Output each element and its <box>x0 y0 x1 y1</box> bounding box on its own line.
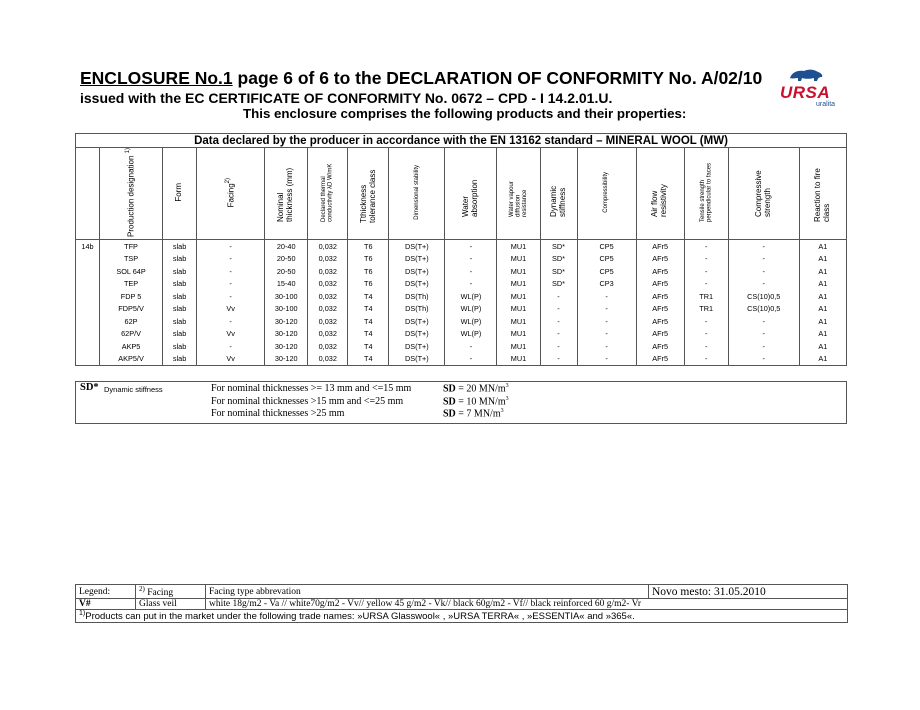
table-cell: TFP <box>100 239 163 252</box>
table-cell: AFr5 <box>636 290 684 303</box>
table-cell: SOL 64P <box>100 265 163 278</box>
table-cell: slab <box>163 352 197 365</box>
table-cell: TEP <box>100 277 163 290</box>
table-cell: - <box>684 340 728 353</box>
table-cell: 0,032 <box>308 302 348 315</box>
col-dynamic-stiffness: Dynamic stiffness <box>540 148 577 240</box>
table-cell: - <box>445 277 497 290</box>
logo-wordmark: URSA <box>780 83 831 102</box>
table-cell: - <box>684 315 728 328</box>
col-dimensional-stability: Dimensional stability <box>389 148 445 240</box>
sd-label: SD* <box>80 382 99 393</box>
table-cell: - <box>728 252 799 265</box>
table-cell: slab <box>163 265 197 278</box>
table-cell: slab <box>163 290 197 303</box>
table-cell: A1 <box>799 302 846 315</box>
table-cell: slab <box>163 239 197 252</box>
table-cell: slab <box>163 277 197 290</box>
table-cell: - <box>728 340 799 353</box>
table-cell: 0,032 <box>308 290 348 303</box>
table-cell: AFr5 <box>636 302 684 315</box>
trade-names-note: $^{1)}$Products can put in the market under the following trade names: »URSA Glasswool« , »URSA TERRA« , »ESSENTIA« and »365«. <box>76 610 848 623</box>
table-cell: T4 <box>348 340 389 353</box>
table-cell: CS(10)0,5 <box>728 302 799 315</box>
col-group <box>76 148 100 240</box>
table-cell: 20-40 <box>265 239 308 252</box>
table-cell: 0,032 <box>308 239 348 252</box>
table-cell: AFr5 <box>636 252 684 265</box>
table-cell: MU1 <box>497 239 540 252</box>
table-cell: 0,032 <box>308 315 348 328</box>
group-cell <box>76 290 100 303</box>
table-cell: - <box>540 340 577 353</box>
table-cell: - <box>577 340 636 353</box>
table-cell: CP5 <box>577 265 636 278</box>
table-cell: TR1 <box>684 290 728 303</box>
table-cell: MU1 <box>497 352 540 365</box>
title-rest: page 6 of 6 to the DECLARATION OF CONFORMITY No. A/02/10 <box>232 68 763 88</box>
table-cell: 62P/V <box>100 327 163 340</box>
certificate-line: issued with the EC CERTIFICATE OF CONFORMITY No. 0672 – CPD - I 14.2.01.U. <box>80 90 613 106</box>
table-cell: DS(T+) <box>389 265 445 278</box>
group-cell <box>76 277 100 290</box>
table-cell: T4 <box>348 302 389 315</box>
table-cell: AFr5 <box>636 340 684 353</box>
table-cell: DS(Th) <box>389 290 445 303</box>
table-cell: A1 <box>799 277 846 290</box>
table-cell: T6 <box>348 277 389 290</box>
table-cell: SD* <box>540 252 577 265</box>
table-body <box>76 239 847 365</box>
dynamic-stiffness-note <box>75 381 847 424</box>
table-cell: FDP 5 <box>100 290 163 303</box>
col-production-designation: Production designation $^{1)}$ <box>100 148 163 240</box>
table-cell: DS(T+) <box>389 340 445 353</box>
table-cell: slab <box>163 327 197 340</box>
table-cell: DS(T+) <box>389 252 445 265</box>
table-cell: MU1 <box>497 277 540 290</box>
table-cell: CP3 <box>577 277 636 290</box>
table-cell: - <box>684 252 728 265</box>
table-cell: - <box>728 239 799 252</box>
table-cell: A1 <box>799 327 846 340</box>
table-cell: 0,032 <box>308 252 348 265</box>
properties-table <box>75 133 847 366</box>
table-cell: slab <box>163 340 197 353</box>
table-cell: SD* <box>540 265 577 278</box>
table-cell: - <box>197 290 265 303</box>
table-cell: 30-100 <box>265 290 308 303</box>
table-cell: T4 <box>348 352 389 365</box>
table-cell: FDP5/V <box>100 302 163 315</box>
sd-name: Dynamic stiffness <box>104 385 163 394</box>
table-cell: DS(Th) <box>389 302 445 315</box>
table-cell: - <box>197 239 265 252</box>
table-cell: 20-50 <box>265 265 308 278</box>
table-cell: A1 <box>799 265 846 278</box>
group-cell <box>76 252 100 265</box>
table-cell: - <box>540 315 577 328</box>
table-cell: 30-120 <box>265 340 308 353</box>
table-cell: - <box>197 315 265 328</box>
table-cell: WL(P) <box>445 302 497 315</box>
table-cell: A1 <box>799 352 846 365</box>
table-cell: 15-40 <box>265 277 308 290</box>
table-cell: 0,032 <box>308 340 348 353</box>
column-headers <box>76 148 847 240</box>
col-compressive-strength: Compressive strength <box>728 148 799 240</box>
table-cell: Vv <box>197 352 265 365</box>
table-cell: - <box>684 352 728 365</box>
group-cell <box>76 352 100 365</box>
table-cell: T6 <box>348 252 389 265</box>
table-cell: 0,032 <box>308 352 348 365</box>
table-cell: - <box>577 302 636 315</box>
col-tensile-strength: Tensile strength perpendicular to faces <box>684 148 728 240</box>
table-cell: SD* <box>540 277 577 290</box>
table-cell: WL(P) <box>445 315 497 328</box>
table-cell: - <box>728 315 799 328</box>
table-cell: - <box>728 352 799 365</box>
group-cell <box>76 327 100 340</box>
table-cell: CS(10)0,5 <box>728 290 799 303</box>
legend-label: Legend: <box>76 585 136 599</box>
table-cell: - <box>728 265 799 278</box>
table-row <box>76 327 847 340</box>
table-row <box>76 315 847 328</box>
legend-types: white 18g/m2 - Va // white70g/m2 - Vv// yellow 45 g/m2 - Vk// black 60g/m2 - Vf// black reinforced 60 g/m2- Vr <box>206 599 848 610</box>
table-cell: - <box>445 239 497 252</box>
table-cell: 30-100 <box>265 302 308 315</box>
table-cell: - <box>540 290 577 303</box>
table-cell: TSP <box>100 252 163 265</box>
table-cell: AFr5 <box>636 327 684 340</box>
enclosure-description: This enclosure comprises the following products and their properties: <box>243 106 687 121</box>
col-compressibility: Compressibility <box>577 148 636 240</box>
table-cell: DS(T+) <box>389 352 445 365</box>
sd-condition-3: For nominal thicknesses >25 mm <box>211 408 345 419</box>
table-cell: Vv <box>197 327 265 340</box>
ursa-logo <box>780 66 858 112</box>
sd-condition-2: For nominal thicknesses >15 mm and <=25 mm <box>211 396 404 407</box>
table-title: Data declared by the producer in accordance with the EN 13162 standard – MINERAL WOOL (MW) <box>76 134 847 148</box>
table-cell: - <box>445 265 497 278</box>
col-thermal-conductivity: Declared thermal conductivity λD W/mK <box>308 148 348 240</box>
table-cell: - <box>728 327 799 340</box>
table-cell: - <box>684 239 728 252</box>
table-cell: - <box>577 327 636 340</box>
bear-icon <box>788 66 824 84</box>
sd-value-3: SD = 7 $MN/m^3$ <box>443 408 504 420</box>
table-cell: - <box>540 352 577 365</box>
legend-table <box>75 584 848 623</box>
enclosure-label: ENCLOSURE No.1 <box>80 68 233 88</box>
table-cell: DS(T+) <box>389 239 445 252</box>
table-cell: MU1 <box>497 252 540 265</box>
col-thickness-tolerance: Tthickness tolerance class <box>348 148 389 240</box>
table-cell: DS(T+) <box>389 277 445 290</box>
sd-value-2: SD = 10 $MN/m^3$ <box>443 396 509 408</box>
table-cell: AKP5/V <box>100 352 163 365</box>
table-cell: T6 <box>348 239 389 252</box>
table-cell: T4 <box>348 290 389 303</box>
table-row <box>76 290 847 303</box>
legend-facing: $^{2)}$ Facing <box>136 585 206 599</box>
table-cell: CP5 <box>577 239 636 252</box>
table-cell: - <box>684 327 728 340</box>
group-cell: 14b <box>76 239 100 252</box>
place-date: Novo mesto: 31.05.2010 <box>649 585 848 599</box>
table-cell: - <box>197 252 265 265</box>
col-nominal-thickness: Nominal thickness (mm) <box>265 148 308 240</box>
col-air-flow: Air flow resistivity <box>636 148 684 240</box>
table-cell: - <box>445 340 497 353</box>
table-row <box>76 340 847 353</box>
table-cell: WL(P) <box>445 327 497 340</box>
group-cell <box>76 302 100 315</box>
table-row <box>76 302 847 315</box>
table-row <box>76 352 847 365</box>
legend-facing-type: Facing type abbrevation <box>206 585 649 599</box>
table-cell: A1 <box>799 239 846 252</box>
table-cell: - <box>684 277 728 290</box>
table-cell: - <box>728 277 799 290</box>
table-cell: 0,032 <box>308 265 348 278</box>
table-cell: - <box>197 265 265 278</box>
table-cell: MU1 <box>497 290 540 303</box>
table-cell: A1 <box>799 340 846 353</box>
logo-subtitle: uralita <box>816 101 836 108</box>
table-cell: AFr5 <box>636 265 684 278</box>
table-cell: MU1 <box>497 315 540 328</box>
table-cell: CP5 <box>577 252 636 265</box>
table-cell: - <box>445 352 497 365</box>
table-cell: MU1 <box>497 327 540 340</box>
legend-v-name: Glass veil <box>136 599 206 610</box>
table-cell: slab <box>163 302 197 315</box>
table-cell: T4 <box>348 315 389 328</box>
table-row <box>76 252 847 265</box>
table-cell: DS(T+) <box>389 327 445 340</box>
group-cell <box>76 315 100 328</box>
table-cell: - <box>577 352 636 365</box>
table-row <box>76 239 847 252</box>
group-cell <box>76 265 100 278</box>
table-row <box>76 277 847 290</box>
table-cell: - <box>540 302 577 315</box>
table-cell: AFr5 <box>636 352 684 365</box>
table-cell: MU1 <box>497 265 540 278</box>
table-cell: MU1 <box>497 340 540 353</box>
table-cell: MU1 <box>497 302 540 315</box>
table-cell: A1 <box>799 252 846 265</box>
document-title <box>80 68 762 89</box>
col-water-vapour: Water vapour diffusion resistance <box>497 148 540 240</box>
table-cell: - <box>197 277 265 290</box>
table-cell: - <box>540 327 577 340</box>
table-cell: 62P <box>100 315 163 328</box>
table-cell: - <box>197 340 265 353</box>
table-cell: - <box>577 290 636 303</box>
table-cell: AFr5 <box>636 277 684 290</box>
table-cell: slab <box>163 252 197 265</box>
col-water-absorption: Water absorption <box>445 148 497 240</box>
table-cell: 0,032 <box>308 277 348 290</box>
table-cell: 30-120 <box>265 315 308 328</box>
table-cell: SD* <box>540 239 577 252</box>
table-cell: - <box>684 265 728 278</box>
table-cell: 30-120 <box>265 352 308 365</box>
table-cell: - <box>577 315 636 328</box>
sd-condition-1: For nominal thicknesses >= 13 mm and <=15 mm <box>211 383 412 394</box>
col-reaction-to-fire: Reaction to fire class <box>799 148 846 240</box>
table-cell: TR1 <box>684 302 728 315</box>
sd-value-1: SD = 20 $MN/m^3$ <box>443 383 509 395</box>
group-cell <box>76 340 100 353</box>
table-cell: AFr5 <box>636 239 684 252</box>
table-cell: A1 <box>799 315 846 328</box>
table-cell: AFr5 <box>636 315 684 328</box>
table-cell: DS(T+) <box>389 315 445 328</box>
table-cell: 20-50 <box>265 252 308 265</box>
table-row <box>76 265 847 278</box>
col-form: Form <box>163 148 197 240</box>
col-facing: Facing$^{2)}$ <box>197 148 265 240</box>
table-cell: A1 <box>799 290 846 303</box>
table-cell: 0,032 <box>308 327 348 340</box>
table-cell: 30-120 <box>265 327 308 340</box>
table-cell: T4 <box>348 327 389 340</box>
table-cell: Vv <box>197 302 265 315</box>
table-cell: WL(P) <box>445 290 497 303</box>
legend-v-code: V# <box>76 599 136 610</box>
table-cell: slab <box>163 315 197 328</box>
table-cell: T6 <box>348 265 389 278</box>
table-cell: AKP5 <box>100 340 163 353</box>
table-cell: - <box>445 252 497 265</box>
